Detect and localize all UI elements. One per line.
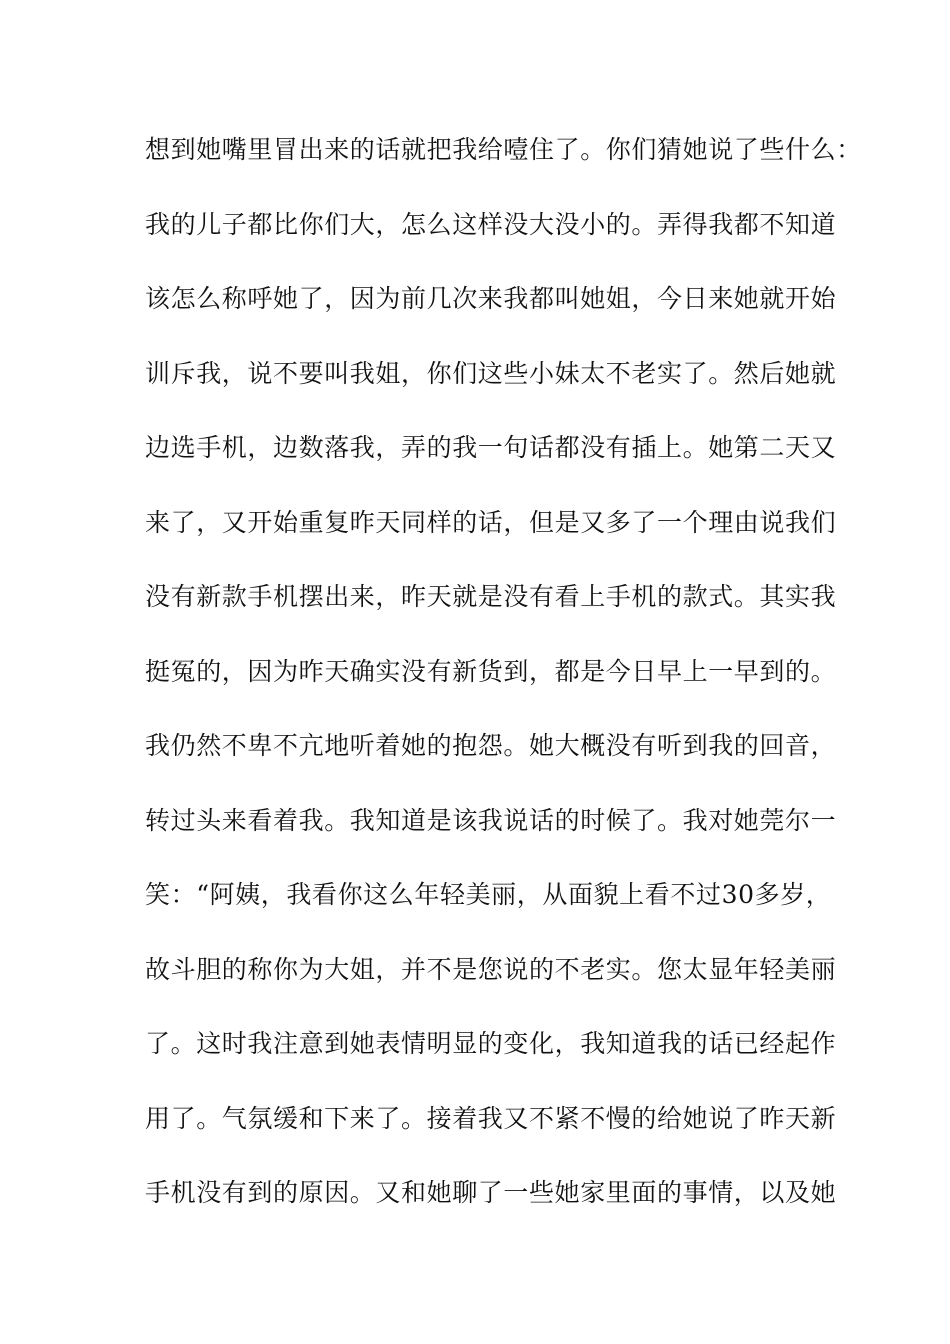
body-text: [145, 132, 862, 1250]
text-line: 笑：“阿姨，我看你这么年轻美丽，从面貌上看不过30多岁，: [145, 880, 832, 909]
text-line: 想到她嘴里冒出来的话就把我给噎住了。你们猜她说了些什么：: [145, 135, 862, 164]
text-line: 挺冤的，因为昨天确实没有新货到，都是今日早上一早到的。: [145, 656, 837, 686]
text-line: 故斗胆的称你为大姐，并不是您说的不老实。您太显年轻美丽: [145, 954, 837, 984]
text-line: 用了。气氛缓和下来了。接着我又不紧不慢的给她说了昨天新: [145, 1103, 837, 1133]
text-line: 了。这时我注意到她表情明显的变化，我知道我的话已经起作: [145, 1029, 837, 1058]
text-line: 没有新款手机摆出来，昨天就是没有看上手机的款式。其实我: [145, 582, 837, 611]
text-line: 手机没有到的原因。又和她聊了一些她家里面的事情，以及她: [145, 1178, 837, 1207]
text-line: 我的儿子都比你们大，怎么这样没大没小的。弄得我都不知道: [145, 209, 837, 239]
text-line: 来了，又开始重复昨天同样的话，但是又多了一个理由说我们: [145, 507, 837, 537]
text-line: 边选手机，边数落我，弄的我一句话都没有插上。她第二天又: [145, 433, 837, 462]
text-line: 转过头来看着我。我知道是该我说话的时候了。我对她莞尔一: [145, 805, 837, 835]
text-line: 该怎么称呼她了，因为前几次来我都叫她姐，今日来她就开始: [145, 284, 837, 313]
text-line: 训斥我，说不要叫我姐，你们这些小妹太不老实了。然后她就: [145, 358, 837, 388]
text-line: 我仍然不卑不亢地听着她的抱怨。她大概没有听到我的回音，: [145, 731, 837, 760]
